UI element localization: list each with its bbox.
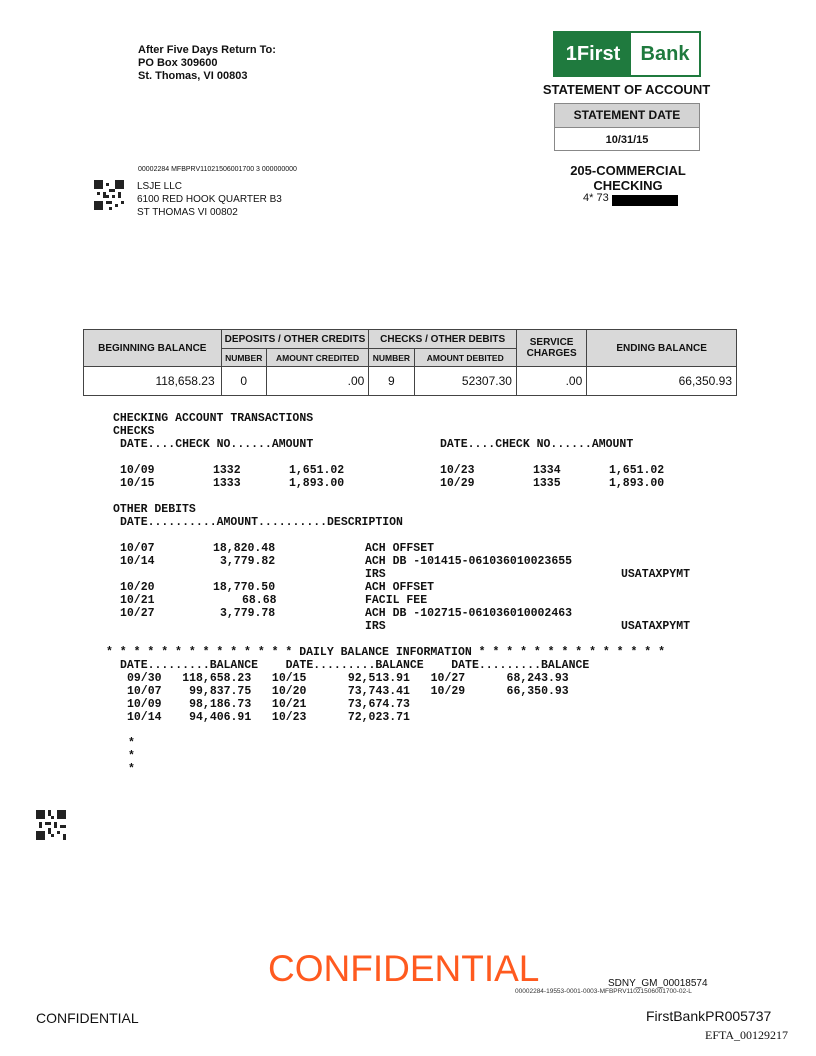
- confidential-stamp: CONFIDENTIAL: [268, 948, 540, 989]
- service-charges-header: SERVICE CHARGES: [516, 330, 586, 367]
- confidential-label: CONFIDENTIAL: [36, 1010, 139, 1026]
- amount-credited-value: .00: [266, 367, 368, 396]
- check-row-number: 1332: [213, 464, 241, 477]
- return-address-line1: After Five Days Return To:: [138, 44, 276, 56]
- daily-balance-header: DATE.........BALANCE DATE.........BALANCE DATE.........BALANCE: [120, 659, 590, 672]
- star-marker: *: [128, 750, 135, 763]
- checks-number-value: 9: [369, 367, 414, 396]
- statement-date-value: 10/31/15: [605, 134, 649, 146]
- sdny-number: SDNY_GM_00018574: [608, 978, 708, 989]
- debit-row-description: ACH OFFSET: [365, 542, 435, 555]
- check-row-amount: 1,893.00: [289, 477, 345, 490]
- debit-row-description: IRS: [365, 620, 386, 633]
- account-number: 4* 73: [583, 192, 609, 204]
- debit-row-amount: 3,779.82: [220, 555, 276, 568]
- barcode-icon: [94, 180, 124, 210]
- bates-number: FirstBankPR005737: [646, 1008, 772, 1024]
- redaction-bar: [612, 195, 678, 206]
- barcode-icon: [36, 810, 66, 840]
- checks-header-right: DATE....CHECK NO......AMOUNT: [440, 438, 634, 451]
- daily-balance-row: 10/14 94,406.91 10/23 72,023.71: [127, 711, 410, 724]
- debit-row-amount: 3,779.78: [220, 607, 276, 620]
- account-summary-table: [83, 329, 737, 396]
- debit-row-description: ACH DB -102715-061036010002463: [365, 607, 573, 620]
- check-row-amount: 1,651.02: [609, 464, 665, 477]
- service-charges-value: .00: [516, 367, 586, 396]
- bank-logo-left: 1First: [555, 33, 631, 75]
- star-marker: *: [128, 763, 135, 776]
- account-type: 205-COMMERCIAL CHECKING: [570, 163, 686, 193]
- amount-debited-header: AMOUNT DEBITED: [414, 349, 516, 367]
- debit-row-description: ACH DB -101415-061036010023655: [365, 555, 573, 568]
- check-row-date: 10/23: [440, 464, 475, 477]
- daily-balance-row: 10/09 98,186.73 10/21 73,674.73: [127, 698, 410, 711]
- checks-number-header: NUMBER: [369, 349, 414, 367]
- star-marker: *: [128, 737, 135, 750]
- transactions-title: CHECKING ACCOUNT TRANSACTIONS: [113, 412, 314, 425]
- debit-row-description: FACIL FEE: [365, 594, 428, 607]
- debit-row-amount: 68.68: [242, 594, 277, 607]
- debit-row-date: 10/07: [120, 542, 155, 555]
- bank-logo: [553, 31, 701, 77]
- beginning-balance-header: BEGINNING BALANCE: [84, 330, 222, 367]
- deposits-number-value: 0: [221, 367, 266, 396]
- efta-number: EFTA_00129217: [705, 1028, 789, 1042]
- checks-header-left: DATE....CHECK NO......AMOUNT: [120, 438, 314, 451]
- debit-row-extra: USATAXPYMT: [621, 620, 691, 633]
- daily-balance-row: 10/07 99,837.75 10/20 73,743.41 10/29 66,350.93: [127, 685, 569, 698]
- daily-balance-row: 09/30 118,658.23 10/15 92,513.91 10/27 68,243.93: [127, 672, 569, 685]
- checks-title: CHECKS: [113, 425, 155, 438]
- customer-street: 6100 RED HOOK QUARTER B3: [137, 194, 282, 205]
- debit-row-amount: 18,770.50: [213, 581, 276, 594]
- check-row-number: 1333: [213, 477, 241, 490]
- debit-row-date: 10/20: [120, 581, 155, 594]
- deposits-number-header: NUMBER: [221, 349, 266, 367]
- ending-balance-value: 66,350.93: [587, 367, 737, 396]
- debit-row-amount: 18,820.48: [213, 542, 276, 555]
- debits-header: DATE..........AMOUNT..........DESCRIPTION: [120, 516, 403, 529]
- check-row-amount: 1,893.00: [609, 477, 665, 490]
- return-address: [138, 44, 276, 83]
- debit-row-extra: USATAXPYMT: [621, 568, 691, 581]
- customer-city: ST THOMAS VI 00802: [137, 207, 238, 218]
- statement-date-label: STATEMENT DATE: [555, 104, 699, 128]
- debit-row-date: 10/21: [120, 594, 155, 607]
- amount-credited-header: AMOUNT CREDITED: [266, 349, 368, 367]
- check-row-number: 1334: [533, 464, 561, 477]
- debit-row-description: ACH OFFSET: [365, 581, 435, 594]
- check-row-date: 10/09: [120, 464, 155, 477]
- bank-logo-right: Bank: [631, 33, 699, 75]
- customer-name: LSJE LLC: [137, 181, 183, 192]
- check-row-date: 10/29: [440, 477, 475, 490]
- ending-balance-header: ENDING BALANCE: [587, 330, 737, 367]
- debit-row-description: IRS: [365, 568, 386, 581]
- return-address-line2: PO Box 309600: [138, 57, 218, 69]
- check-row-date: 10/15: [120, 477, 155, 490]
- deposits-header: DEPOSITS / OTHER CREDITS: [221, 330, 369, 349]
- return-address-line3: St. Thomas, VI 00803: [138, 70, 248, 82]
- checks-header: CHECKS / OTHER DEBITS: [369, 330, 517, 349]
- customer-address: [137, 180, 282, 219]
- check-row-number: 1335: [533, 477, 561, 490]
- mail-code: 00002284 MFBPRV11021506001700 3 000000000: [138, 166, 297, 173]
- beginning-balance-value: 118,658.23: [84, 367, 222, 396]
- daily-balance-title: * * * * * * * * * * * * * * DAILY BALANCE INFORMATION * * * * * * * * * * * * * *: [106, 646, 665, 659]
- check-row-amount: 1,651.02: [289, 464, 345, 477]
- statement-title: STATEMENT OF ACCOUNT: [542, 82, 711, 97]
- debit-row-date: 10/14: [120, 555, 155, 568]
- debit-row-date: 10/27: [120, 607, 155, 620]
- amount-debited-value: 52307.30: [414, 367, 516, 396]
- sdny-subcode: 00002284-19553-0001-0003-MFBPRV11021506001700-02-L: [515, 988, 692, 995]
- statement-date-box: [554, 103, 700, 151]
- debits-title: OTHER DEBITS: [113, 503, 196, 516]
